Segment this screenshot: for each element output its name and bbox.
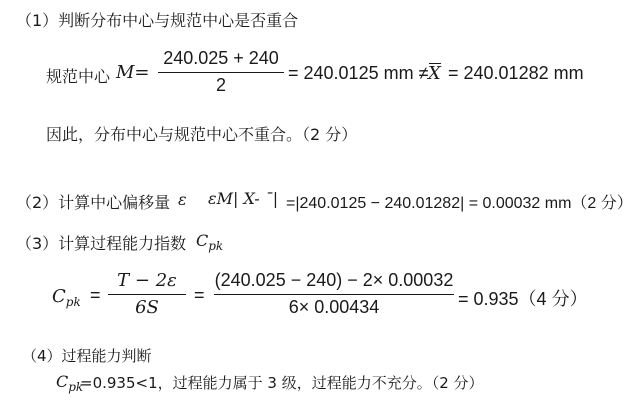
section3-title: （3）计算过程能力指数	[16, 234, 187, 253]
mean-xbar: X	[428, 63, 441, 84]
section2-title: （2）计算中心偏移量	[16, 193, 171, 212]
cpk-fraction-formula	[108, 270, 186, 318]
cpk-title-symbol: $C_{pk}$	[196, 231, 224, 253]
cpk-result: = 0.935（4 分）	[458, 289, 588, 309]
section1-title: （1）判断分布中心与规范中心是否重合	[16, 11, 299, 30]
cpk-symbol: $C_{pk}$	[52, 286, 81, 309]
fraction-numerator: (240.025 − 240) − 2× 0.00032	[214, 270, 454, 290]
fraction-numerator: 240.025 + 240	[163, 48, 279, 68]
section1-conclusion: 因此，分布中心与规范中心不重合。（2 分）	[46, 125, 358, 144]
fraction-bar	[108, 294, 186, 295]
fraction-denominator: 6S	[135, 297, 159, 318]
spec-center-var: M=	[116, 62, 150, 83]
section4-title: （4）过程能力判断	[22, 347, 152, 365]
section4-line: =0.935<1，过程能力属于 3 级，过程能力不充分。（2 分）	[80, 374, 484, 392]
epsilon-symbol: ε	[178, 190, 187, 209]
spec-center-value: = 240.0125 mm ≠	[288, 63, 429, 83]
cpk-judgement-symbol: $C_{pk}$	[56, 372, 84, 394]
spec-center-fraction	[158, 48, 284, 96]
mean-value: = 240.01282 mm	[448, 63, 584, 83]
fraction-bar	[158, 72, 284, 73]
cpk-fraction-values	[214, 270, 454, 318]
fraction-numerator: T − 2ε	[117, 270, 177, 291]
fraction-denominator: 2	[215, 75, 226, 95]
offset-expression: =|240.0125 − 240.01282| = 0.00032 mm（2 分）	[286, 195, 633, 212]
fraction-denominator: 6× 0.00434	[288, 297, 380, 317]
garbled-expression: εM| X- ¯|	[208, 189, 279, 208]
spec-center-label: 规范中心	[46, 67, 111, 86]
cpk-equals-2: =	[194, 285, 205, 305]
fraction-bar	[214, 294, 454, 295]
cpk-equals-1: =	[90, 285, 101, 305]
